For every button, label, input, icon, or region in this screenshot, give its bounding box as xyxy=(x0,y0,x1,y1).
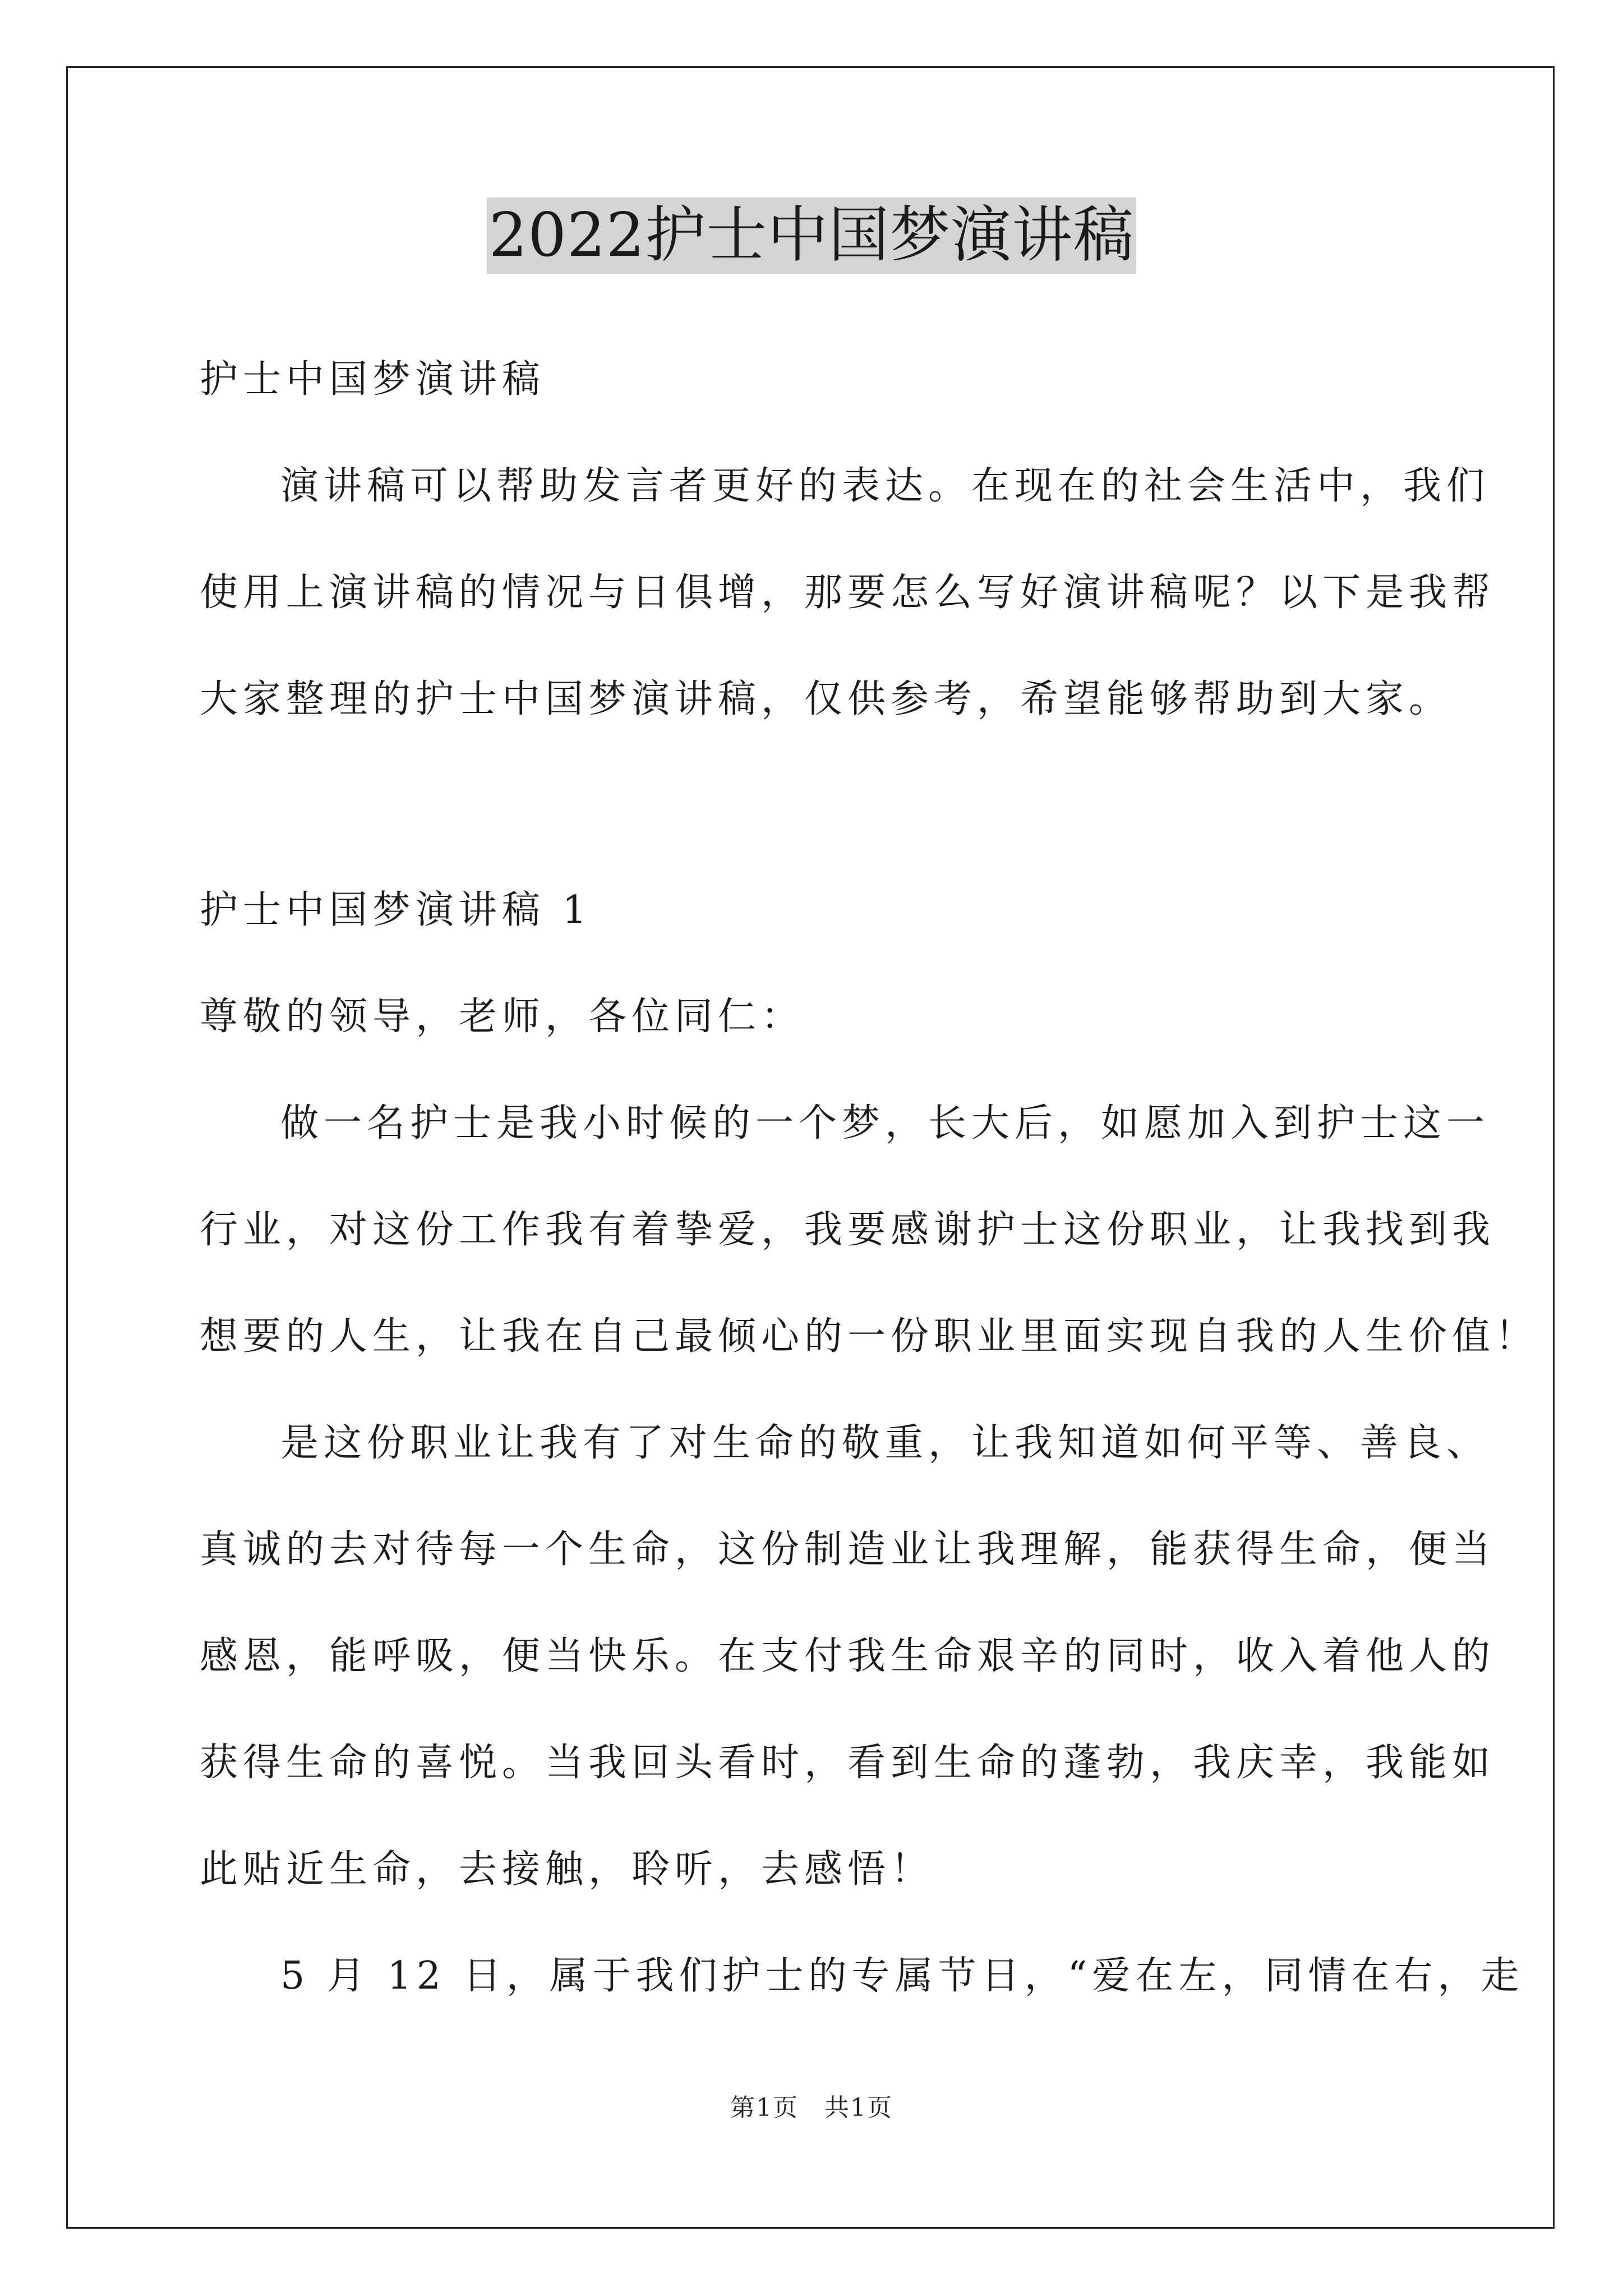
salutation-line: 尊敬的领导，老师，各位同仁： xyxy=(200,995,805,1039)
paragraph-line: 获得生命的喜悦。当我回头看时，看到生命的蓬勃，我庆幸，我能如 xyxy=(200,1741,1496,1785)
paragraph-line: 感恩，能呼吸，便当快乐。在支付我生命艰辛的同时，收入着他人的 xyxy=(200,1634,1496,1678)
paragraph-line: 做一名护士是我小时候的一个梦，长大后，如愿加入到护士这一 xyxy=(280,1101,1490,1145)
document-title: 2022护士中国梦演讲稿 xyxy=(487,197,1137,274)
paragraph-line: 此贴近生命，去接触，聆听，去感悟！ xyxy=(200,1847,934,1892)
paragraph-line: 使用上演讲稿的情况与日俱增，那要怎么写好演讲稿呢？以下是我帮 xyxy=(200,570,1496,615)
section-heading: 护士中国梦演讲稿 1 xyxy=(200,888,592,932)
paragraph-line: 5 月 12 日，属于我们护士的专属节日，“爱在左，同情在右，走 xyxy=(280,1954,1524,1998)
paragraph-line: 是这份职业让我有了对生命的敬重，让我知道如何平等、善良、 xyxy=(280,1421,1490,1465)
paragraph-line: 真诚的去对待每一个生命，这份制造业让我理解，能获得生命，便当 xyxy=(200,1527,1496,1572)
paragraph-line: 想要的人生，让我在自己最倾心的一份职业里面实现自我的人生价值！ xyxy=(200,1314,1539,1359)
subtitle-line: 护士中国梦演讲稿 xyxy=(200,357,546,402)
title-container xyxy=(0,197,1623,274)
paragraph-line: 演讲稿可以帮助发言者更好的表达。在现在的社会生活中，我们 xyxy=(280,464,1490,508)
paragraph-line: 行业，对这份工作我有着挚爱，我要感谢护士这份职业，让我找到我 xyxy=(200,1208,1496,1252)
page-footer: 第1页 共1页 xyxy=(730,2093,893,2122)
paragraph-line: 大家整理的护士中国梦演讲稿，仅供参考，希望能够帮助到大家。 xyxy=(200,677,1453,721)
